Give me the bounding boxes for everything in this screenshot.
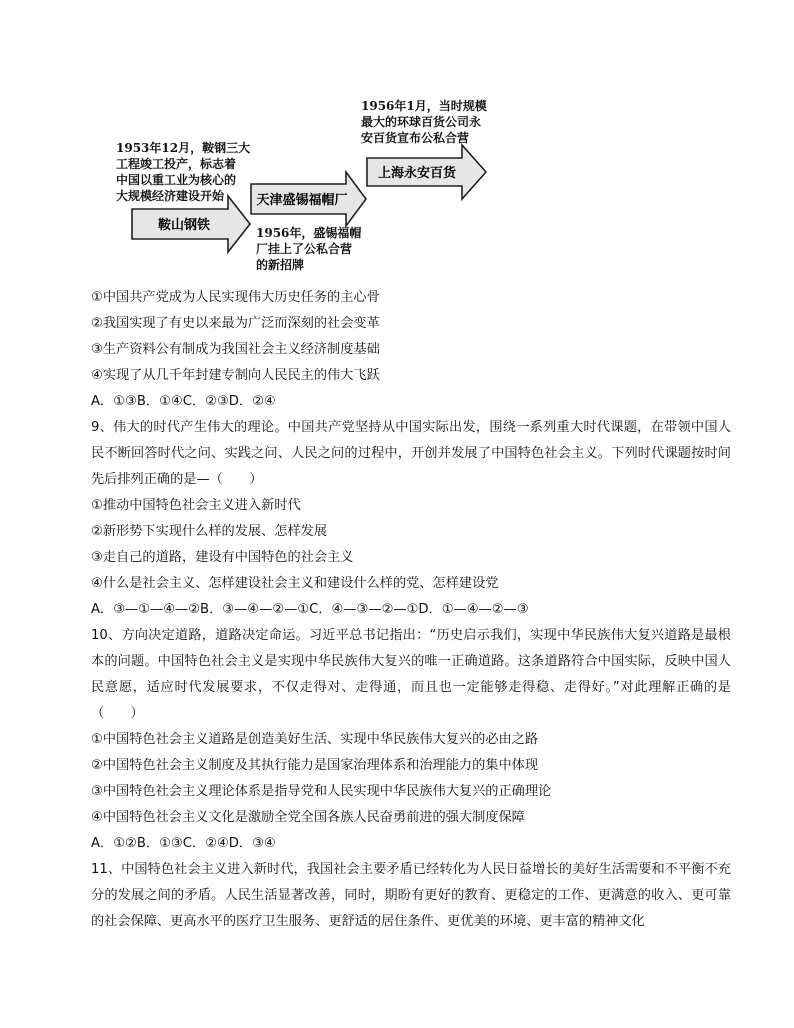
q8-option-4: ④实现了从几千年封建专制向人民民主的伟大飞跃 bbox=[91, 368, 380, 383]
q8-option-3: ③生产资料公有制成为我国社会主义经济制度基础 bbox=[91, 342, 380, 357]
q11-stem: 11、中国特色社会主义进入新时代，我国社会主要矛盾已经转化为人民日益增长的美好生活需要和不平衡不充分的发展之间的矛盾。人民生活显著改善，同时，期盼有更好的教育、更稳定的工作、更满意的收入、更可靠的社会保障、更高水平的医疗卫生服务、更舒适的居住条件、更优美的环境、更丰富的精神文化 bbox=[91, 862, 731, 929]
arrow-label-anshan: 鞍山钢铁 bbox=[157, 218, 211, 233]
q9-stem: 9、伟大的时代产生伟大的理论。中国共产党坚持从中国实际出发，围绕一系列重大时代课题，在带领中国人民不断回答时代之问、实践之问、人民之问的过程中，开创并发展了中国特色社会主义。下列时代课题按时间先后排列正确的是—（ ） bbox=[91, 420, 731, 487]
caption-1956-shanghai: 1956年1月，当时规模 最大的环球百货公司永 安百货宣布公私合营 bbox=[361, 99, 487, 145]
q9-answer-choices: A．③—①—④—②B．③—④—②—①C．④—③—②—①D．①—④—②—③ bbox=[91, 602, 529, 617]
q10-option-4: ④中国特色社会主义文化是激励全党全国各族人民奋勇前进的强大制度保障 bbox=[91, 810, 525, 825]
question-9 bbox=[91, 415, 731, 623]
q9-option-3: ③走自己的道路，建设有中国特色的社会主义 bbox=[91, 550, 354, 565]
caption-1956-tianjin: 1956年，盛锡福帽 厂挂上了公私合营 的新招牌 bbox=[256, 226, 362, 272]
q8-answer-choices: A．①③B．①④C．②③D．②④ bbox=[91, 394, 276, 409]
caption-1953-anshan: 1953年12月，鞍钢三大 工程竣工投产，标志着 中国以重工业为核心的 大规模经济建设开始 bbox=[116, 141, 251, 203]
question-10 bbox=[91, 623, 731, 857]
question-content bbox=[91, 285, 731, 935]
q9-option-4: ④什么是社会主义、怎样建设社会主义和建设什么样的党、怎样建设党 bbox=[91, 576, 499, 591]
arrow-tianjin-factory bbox=[251, 172, 366, 226]
q8-option-1: ①中国共产党成为人民实现伟大历史任务的主心骨 bbox=[91, 290, 380, 305]
q10-answer-choices: A．①②B．①③C．②④D．③④ bbox=[91, 836, 276, 851]
question-11 bbox=[91, 857, 731, 935]
arrow-anshan-steel bbox=[132, 196, 250, 252]
q10-option-1: ①中国特色社会主义道路是创造美好生活、实现中华民族伟大复兴的必由之路 bbox=[91, 732, 539, 747]
q10-option-2: ②中国特色社会主义制度及其执行能力是国家治理体系和治理能力的集中体现 bbox=[91, 758, 539, 773]
arrow-label-shanghai: 上海永安百货 bbox=[377, 166, 457, 181]
question-8-options bbox=[91, 285, 731, 415]
arrow-shanghai-wingon bbox=[367, 145, 486, 199]
q10-option-3: ③中国特色社会主义理论体系是指导党和人民实现中华民族伟大复兴的正确理论 bbox=[91, 784, 552, 799]
q10-stem: 10、方向决定道路，道路决定命运。习近平总书记指出：“历史启示我们，实现中华民族伟大复兴道路是最根本的问题。中国特色社会主义是实现中华民族伟大复兴的唯一正确道路。这条道路符合中国实际，反映中国人民意愿，适应时代发展要求，不仅走得对、走得通，而且也一定能够走得稳、走得好。”对此理解正确的是（ ） bbox=[91, 628, 731, 721]
q9-option-2: ②新形势下实现什么样的发展、怎样发展 bbox=[91, 524, 328, 539]
arrow-label-tianjin: 天津盛锡福帽厂 bbox=[256, 193, 348, 208]
q8-option-2: ②我国实现了有史以来最为广泛而深刻的社会变革 bbox=[91, 316, 380, 331]
q9-option-1: ①推动中国特色社会主义进入新时代 bbox=[91, 498, 301, 513]
